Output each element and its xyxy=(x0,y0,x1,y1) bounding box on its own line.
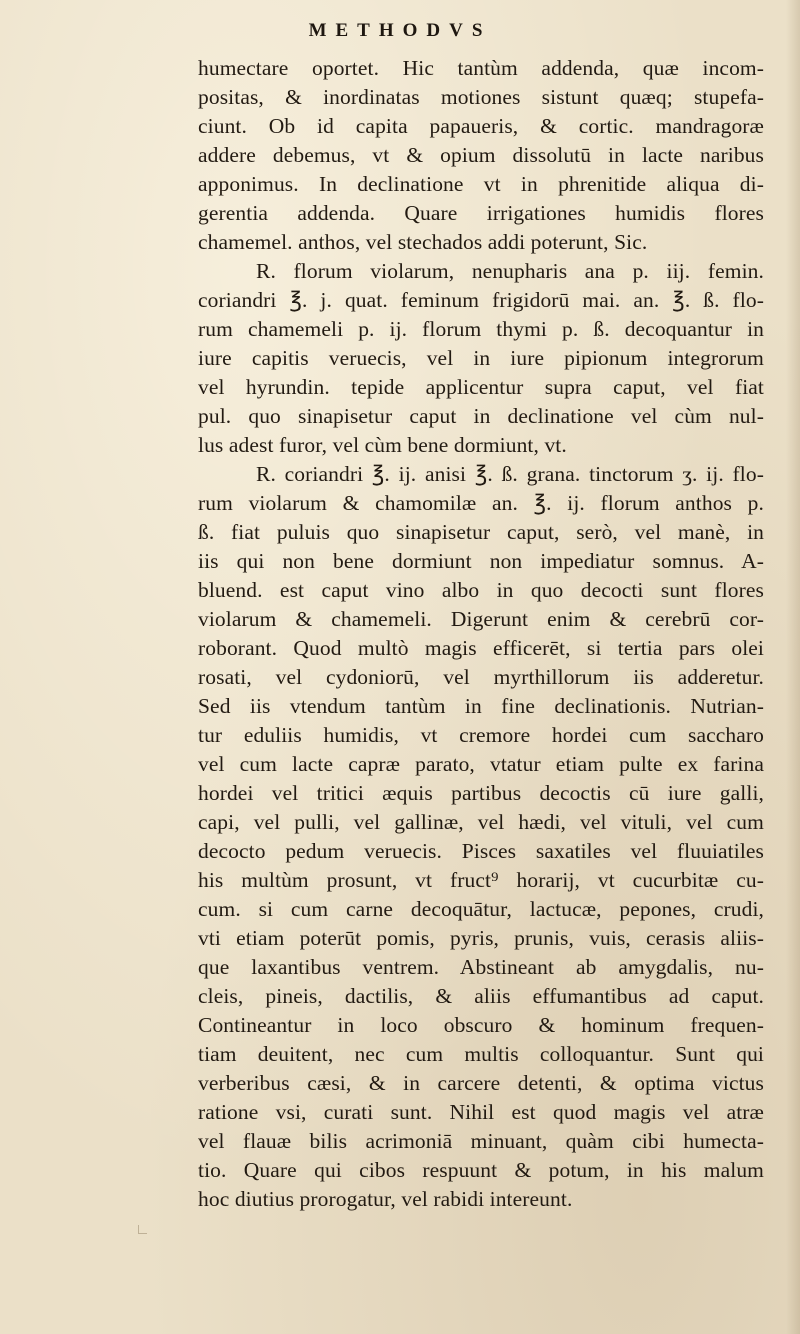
text-line: tur eduliis humidis, vt cremore hordei cum saccharo xyxy=(198,723,764,747)
text-line: vti etiam poterūt pomis, pyris, prunis, vuis, cerasis aliis- xyxy=(198,926,764,950)
text-line: decocto pedum veruecis. Pisces saxatiles vel fluuiatiles xyxy=(198,839,764,863)
text-line: roborant. Quod multò magis efficerēt, si tertia pars olei xyxy=(198,636,764,660)
text-line: cleis, pineis, dactilis, & aliis effumantibus ad caput. xyxy=(198,984,764,1008)
text-line: iure capitis veruecis, vel in iure pipionum integrorum xyxy=(198,346,764,370)
text-line: vel cum lacte capræ parato, vtatur etiam pulte ex farina xyxy=(198,752,764,776)
text-line: hordei vel tritici æquis partibus decoctis cū iure galli, xyxy=(198,781,764,805)
text-line: his multùm prosunt, vt fruct⁹ horarij, vt cucurbitæ cu- xyxy=(198,868,764,892)
text-line: ß. fiat puluis quo sinapisetur caput, serò, vel manè, in xyxy=(198,520,764,544)
text-line: cum. si cum carne decoquātur, lactucæ, pepones, crudi, xyxy=(198,897,764,921)
text-line: hoc diutius prorogatur, vel rabidi intereunt. xyxy=(198,1187,573,1211)
text-line: addere debemus, vt & opium dissolutū in lacte naribus xyxy=(198,143,764,167)
body-text xyxy=(198,54,764,1214)
text-line: humectare oportet. Hic tantùm addenda, quæ incom- xyxy=(198,56,764,80)
text-line: ciunt. Ob id capita papaueris, & cortic. mandragoræ xyxy=(198,114,764,138)
text-line: vel hyrundin. tepide applicentur supra caput, vel fiat xyxy=(198,375,764,399)
text-line: violarum & chamemeli. Digerunt enim & cerebrū cor- xyxy=(198,607,764,631)
page-edge-shadow xyxy=(786,0,800,1334)
text-line: apponimus. In declinatione vt in phrenitide aliqua di- xyxy=(198,172,764,196)
text-line: lus adest furor, vel cùm bene dormiunt, vt. xyxy=(198,433,567,457)
text-line: iis qui non bene dormiunt non impediatur somnus. A- xyxy=(198,549,764,573)
text-line: R. coriandri ℥. ij. anisi ℥. ß. grana. tinctorum ʒ. ij. flo- xyxy=(256,462,764,486)
text-line: chamemel. anthos, vel stechados addi poterunt, Sic. xyxy=(198,230,648,254)
text-line: coriandri ℥. j. quat. feminum frigidorū mai. an. ℥. ß. flo- xyxy=(198,288,764,312)
text-line: gerentia addenda. Quare irrigationes humidis flores xyxy=(198,201,764,225)
text-line: tio. Quare qui cibos respuunt & potum, in his malum xyxy=(198,1158,764,1182)
text-line: ratione vsi, curati sunt. Nihil est quod magis vel atræ xyxy=(198,1100,764,1124)
text-line: R. florum violarum, nenupharis ana p. iij. femin. xyxy=(256,259,764,283)
text-line: bluend. est caput vino albo in quo decocti sunt flores xyxy=(198,578,764,602)
text-line: rum violarum & chamomilæ an. ℥. ij. florum anthos p. xyxy=(198,491,764,515)
text-line: rosati, vel cydoniorū, vel myrthillorum iis adderetur. xyxy=(198,665,764,689)
text-line: capi, vel pulli, vel gallinæ, vel hædi, vel vituli, vel cum xyxy=(198,810,764,834)
running-head: METHODVS xyxy=(308,20,492,41)
text-line: vel flauæ bilis acrimoniā minuant, quàm cibi humecta- xyxy=(198,1129,764,1153)
text-line: verberibus cæsi, & in carcere detenti, & optima victus xyxy=(198,1071,764,1095)
text-line: que laxantibus ventrem. Abstineant ab amygdalis, nu- xyxy=(198,955,764,979)
text-line: positas, & inordinatas motiones sistunt quæq; stupefa- xyxy=(198,85,764,109)
text-line: Contineantur in loco obscuro & hominum frequen- xyxy=(198,1013,764,1037)
text-line: rum chamemeli p. ij. florum thymi p. ß. decoquantur in xyxy=(198,317,764,341)
text-line: tiam deuitent, nec cum multis colloquantur. Sunt qui xyxy=(198,1042,764,1066)
margin-pencil-mark xyxy=(138,1225,147,1234)
text-line: Sed iis vtendum tantùm in fine declinationis. Nutrian- xyxy=(198,694,764,718)
text-line: pul. quo sinapisetur caput in declinatione vel cùm nul- xyxy=(198,404,764,428)
